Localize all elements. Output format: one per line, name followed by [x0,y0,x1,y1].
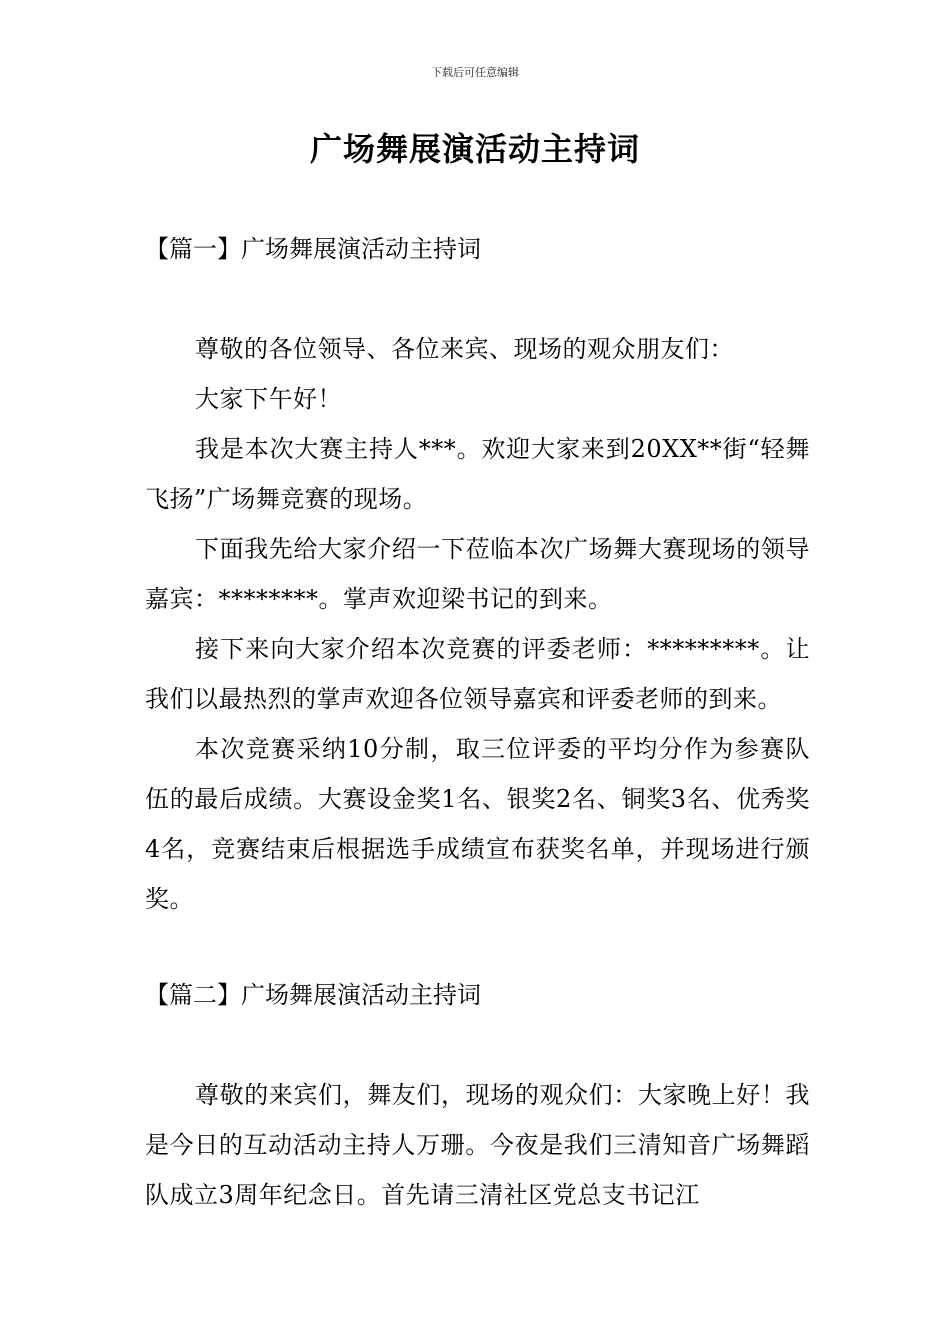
paragraph: 本次竞赛采纳10分制，取三位评委的平均分作为参赛队伍的最后成绩。大赛设金奖1名、银奖2名、铜奖3名、优秀奖4名，竞赛结束后根据选手成绩宣布获奖名单，并现场进行颁奖。 [145,735,810,913]
paragraph: 我是本次大赛主持人***。欢迎大家来到20XX**街“轻舞飞扬”广场舞竞赛的现场。 [145,435,810,513]
header-note: 下载后可任意编辑 [431,66,519,79]
paragraph: 尊敬的来宾们，舞友们，现场的观众们：大家晚上好！我是今日的互动活动主持人万珊。今夜是我们三清知音广场舞蹈队成立3周年纪念日。首先请三清社区党总支书记江 [145,1081,810,1209]
paragraph: 接下来向大家介绍本次竞赛的评委老师：*********。让我们以最热烈的掌声欢迎各位领导嘉宾和评委老师的到来。 [145,635,810,713]
section-body-1 [145,324,810,924]
section-heading-1: 【篇一】广场舞展演活动主持词 [145,235,481,263]
document-title: 广场舞展演活动主持词 [309,130,640,168]
section-body-2 [145,1070,810,1220]
paragraph: 下面我先给大家介绍一下莅临本次广场舞大赛现场的领导嘉宾：********。掌声欢迎梁书记的到来。 [145,535,810,613]
section-heading-2: 【篇二】广场舞展演活动主持词 [145,981,481,1009]
paragraph: 大家下午好！ [195,385,342,413]
paragraph: 尊敬的各位领导、各位来宾、现场的观众朋友们： [195,335,734,363]
